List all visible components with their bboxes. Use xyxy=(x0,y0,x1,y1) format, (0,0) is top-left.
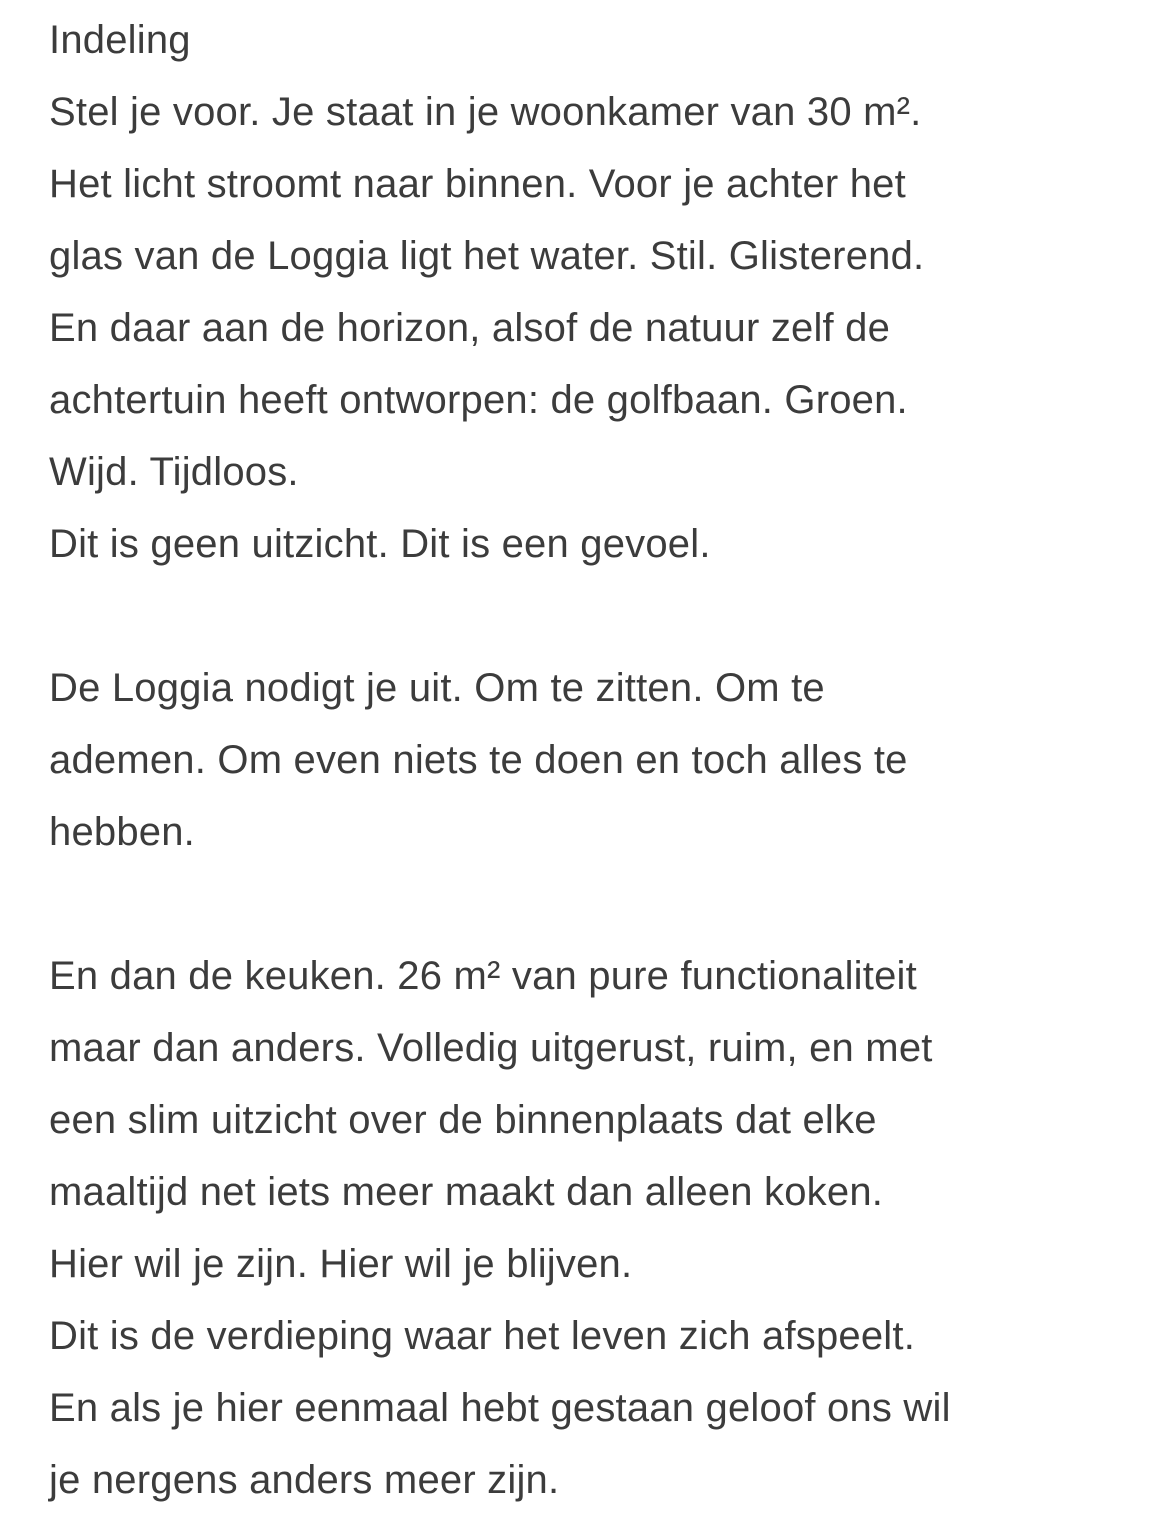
text-line: Het licht stroomt naar binnen. Voor je achter het xyxy=(49,162,906,206)
text-line: De Loggia nodigt je uit. Om te zitten. Om te xyxy=(49,666,825,710)
text-line: En dan de keuken. 26 m² van pure functionaliteit xyxy=(49,954,917,998)
paragraph-spacer xyxy=(49,868,1149,940)
text-line: En als je hier eenmaal hebt gestaan geloof ons wil xyxy=(49,1386,951,1430)
text-line: Wijd. Tijdloos. xyxy=(49,450,299,494)
text-line: een slim uitzicht over de binnenplaats dat elke xyxy=(49,1098,877,1142)
paragraph-2 xyxy=(49,652,1149,868)
document-body xyxy=(49,4,1149,1516)
text-line: glas van de Loggia ligt het water. Stil. Glisterend. xyxy=(49,234,925,278)
paragraph-spacer xyxy=(49,580,1149,652)
text-line: Stel je voor. Je staat in je woonkamer van 30 m². xyxy=(49,90,922,134)
text-line: je nergens anders meer zijn. xyxy=(49,1458,560,1502)
text-line: Dit is de verdieping waar het leven zich afspeelt. xyxy=(49,1314,916,1358)
text-line: ademen. Om even niets te doen en toch alles te xyxy=(49,738,908,782)
heading: Indeling xyxy=(49,18,191,62)
paragraph-3 xyxy=(49,940,1149,1516)
paragraph-1 xyxy=(49,76,1149,580)
text-line: achtertuin heeft ontworpen: de golfbaan. Groen. xyxy=(49,378,908,422)
text-line: maar dan anders. Volledig uitgerust, ruim, en met xyxy=(49,1026,933,1070)
text-line: Dit is geen uitzicht. Dit is een gevoel. xyxy=(49,522,711,566)
text-line: hebben. xyxy=(49,810,195,854)
text-line: En daar aan de horizon, alsof de natuur zelf de xyxy=(49,306,891,350)
text-line: maaltijd net iets meer maakt dan alleen koken. xyxy=(49,1170,884,1214)
text-line: Hier wil je zijn. Hier wil je blijven. xyxy=(49,1242,633,1286)
